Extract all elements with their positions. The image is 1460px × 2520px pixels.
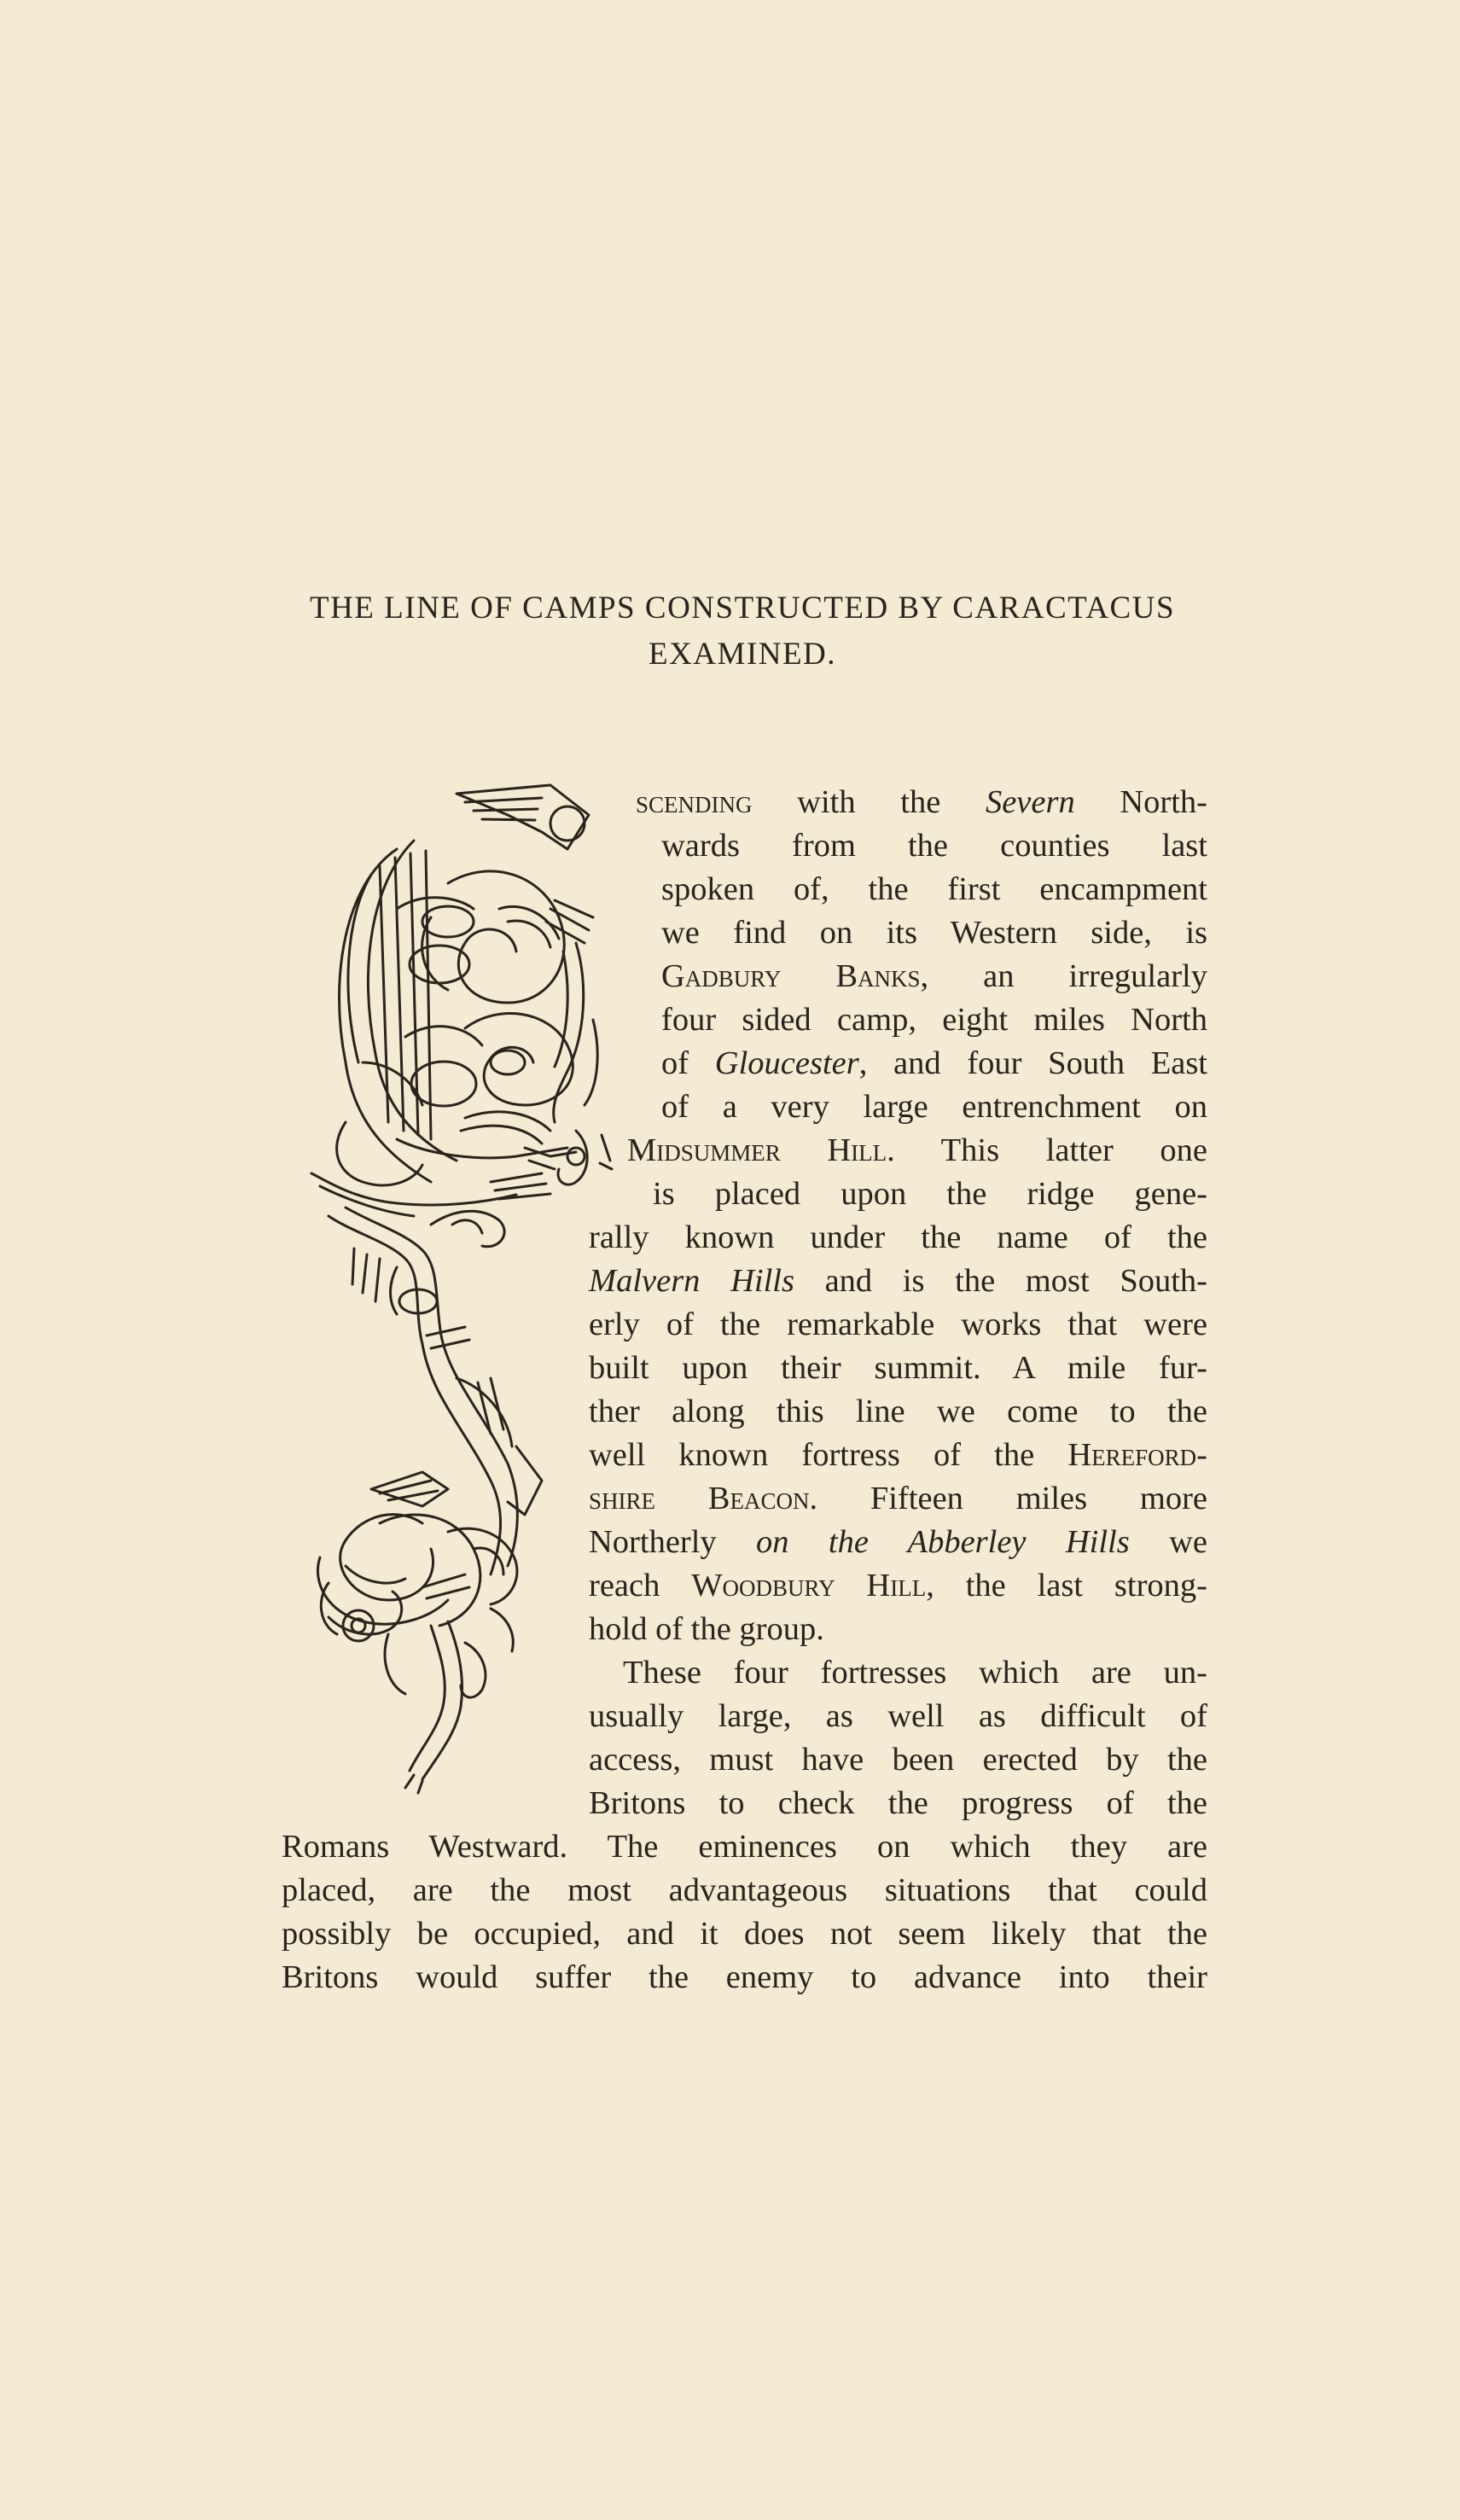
text-line — [661, 868, 1207, 911]
ornamental-initial-a-icon — [294, 781, 623, 1796]
text-line — [589, 1303, 1207, 1346]
small-caps-text: Gadbury Banks — [661, 958, 921, 994]
text-run: usually large, as well as difficult of — [589, 1698, 1207, 1734]
text-run: hold of the group. — [589, 1611, 824, 1647]
text-line — [282, 1956, 1207, 1999]
text-line — [661, 955, 1207, 998]
italic-text: Gloucester — [714, 1045, 859, 1081]
text-line — [282, 1869, 1207, 1912]
text-line — [282, 1825, 1207, 1868]
text-line — [589, 1434, 1207, 1476]
small-caps-text: shire Beacon — [589, 1481, 810, 1516]
text-run: built upon their summit. A mile fur- — [589, 1350, 1207, 1386]
text-run: , an irregularly — [920, 958, 1207, 994]
text-line — [623, 1651, 1207, 1694]
italic-text: on the Abberley Hills — [756, 1524, 1130, 1560]
text-line — [627, 1129, 1207, 1172]
text-run: we find on its Western side, is — [661, 915, 1207, 951]
text-run: with the — [752, 784, 986, 820]
text-line — [282, 1912, 1207, 1955]
chapter-title — [282, 585, 1203, 678]
text-line — [661, 1085, 1207, 1128]
text-run: Romans Westward. The eminences on which they are — [282, 1829, 1207, 1865]
text-line — [589, 1782, 1207, 1825]
text-run: reach — [589, 1568, 692, 1603]
text-run: is placed upon the ridge gene- — [653, 1176, 1207, 1212]
text-run: wards from the counties last — [661, 828, 1207, 864]
text-run: possibly be occupied, and it does not seem likely that the — [282, 1916, 1207, 1952]
text-line — [589, 1260, 1207, 1302]
text-line — [636, 781, 1207, 824]
text-run: . Fifteen miles more — [809, 1481, 1207, 1516]
text-run: we — [1129, 1524, 1207, 1560]
text-line — [589, 1608, 1207, 1650]
text-line — [589, 1477, 1207, 1520]
text-line — [653, 1173, 1207, 1215]
text-line — [589, 1347, 1207, 1389]
text-run: well known fortress of the — [589, 1437, 1068, 1473]
text-line — [661, 1042, 1207, 1085]
text-line — [589, 1216, 1207, 1259]
text-run: and is the most South- — [794, 1263, 1208, 1299]
text-run: Britons would suffer the enemy to advance into their — [282, 1959, 1207, 1995]
text-run: These four fortresses which are un- — [623, 1655, 1207, 1691]
text-run: rally known under the name of the — [589, 1219, 1207, 1255]
text-line — [661, 998, 1207, 1041]
text-run: Britons to check the progress of the — [589, 1785, 1207, 1821]
small-caps-text: Woodbury Hill — [691, 1568, 927, 1603]
small-caps-text: Midsummer Hill — [627, 1132, 887, 1168]
text-run: . This latter one — [887, 1132, 1207, 1168]
text-run: spoken of, the first encampment — [661, 871, 1207, 907]
text-line — [661, 824, 1207, 867]
italic-text: Malvern Hills — [589, 1263, 794, 1299]
italic-text: Severn — [985, 784, 1075, 820]
small-caps-text: Hereford- — [1067, 1437, 1207, 1473]
text-line — [589, 1390, 1207, 1433]
chapter-title-line-2: EXAMINED. — [648, 637, 837, 672]
text-run: , and four South East — [858, 1045, 1208, 1081]
text-run: placed, are the most advantageous situations that could — [282, 1872, 1207, 1908]
chapter-title-line-1: THE LINE OF CAMPS CONSTRUCTED BY CARACTACUS — [309, 591, 1176, 626]
text-run: erly of the remarkable works that were — [589, 1307, 1207, 1342]
text-run: , the last strong- — [926, 1568, 1208, 1603]
text-run: of — [661, 1045, 715, 1081]
text-line — [589, 1521, 1207, 1563]
text-run: of a very large entrenchment on — [661, 1089, 1207, 1125]
small-caps-text: scending — [636, 784, 753, 820]
text-line — [589, 1695, 1207, 1737]
text-run: access, must have been erected by the — [589, 1742, 1207, 1778]
text-run: ther along this line we come to the — [589, 1394, 1207, 1429]
text-run: North- — [1074, 784, 1207, 820]
text-run: Northerly — [589, 1524, 757, 1560]
text-run: four sided camp, eight miles North — [661, 1002, 1207, 1038]
text-line — [589, 1738, 1207, 1781]
text-line — [661, 911, 1207, 954]
text-line — [589, 1564, 1207, 1607]
